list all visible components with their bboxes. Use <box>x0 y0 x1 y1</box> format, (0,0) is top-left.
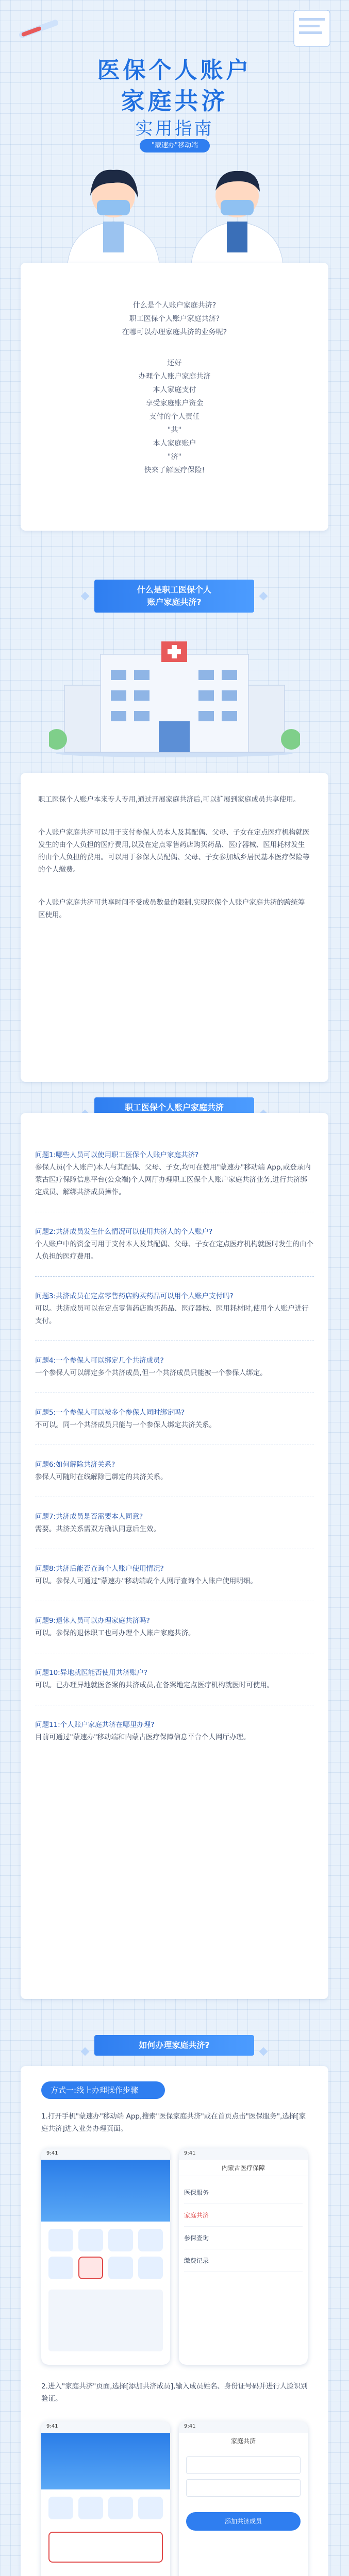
faq-answer: 参保人可随时在线解除已绑定的共济关系。 <box>35 1473 168 1481</box>
faq-item <box>35 1719 314 1743</box>
menu-tile[interactable] <box>78 2497 103 2519</box>
faq-answer: 可以。参保的退休职工也可办理个人账户家庭共济。 <box>35 1629 195 1637</box>
faq-item <box>35 1149 314 1198</box>
menu-tile[interactable] <box>138 2257 163 2279</box>
list-item[interactable]: 参保查询 <box>184 2227 303 2249</box>
section3-card <box>21 2066 328 2576</box>
menu-tile[interactable] <box>48 2497 73 2519</box>
section1-card <box>21 773 328 1082</box>
menu-grid <box>41 2489 170 2527</box>
input-id[interactable] <box>186 2479 301 2497</box>
section3-header <box>94 2035 254 2056</box>
section1-paragraph: 职工医保个人账户本来专人专用,通过开展家庭共济后,可以扩展到家庭成员共享使用。 <box>38 795 301 804</box>
faq-answer: 不可以。同一个共济成员只能与一个参保人绑定共济关系。 <box>35 1421 216 1429</box>
intro-line: 本人家庭支付 <box>153 386 196 394</box>
intro-line: 办理个人账户家庭共济 <box>138 372 211 381</box>
phone-add-member-screen <box>179 2421 308 2576</box>
section1-paragraph: 个人账户家庭共济可以用于支付参保人员本人及其配偶、父母、子女在定点医疗机构就医发生的由个人负担的医疗费用,以及在定点零售药店购买药品、医疗器械、医用耗材发生的由个人负担的费用。可以用于参保人员配偶、父母、子女参加城乡居民基本医疗保险等的个人缴费。 <box>38 828 310 874</box>
section1-title-line2: 账户家庭共济? <box>147 597 202 607</box>
status-bar: 9:41 <box>41 2148 170 2160</box>
step2-description: 2.进入"家庭共济"页面,选择[添加共济成员],输入成员姓名、身份证号码并进行人脸识别验证。 <box>41 2382 308 2403</box>
app-menu-grid <box>41 2222 170 2286</box>
add-member-button[interactable]: 添加共济成员 <box>186 2512 301 2531</box>
menu-tile[interactable] <box>138 2497 163 2519</box>
doctors-illustration <box>46 155 304 273</box>
intro-line: 快来了解医疗保险! <box>144 466 205 474</box>
section1-paragraph: 个人账户家庭共济可共享时间不受成员数量的限制,实现医保个人账户家庭共济的跨统筹区使用。 <box>38 899 305 919</box>
faq-answer: 个人账户中的资金可用于支付本人及其配偶、父母、子女在定点医疗机构就医时发生的由个人负担的医疗费用。 <box>35 1240 313 1261</box>
intro-line: 还好 <box>167 359 182 367</box>
step1-description: 1.打开手机"蒙速办"移动端 App,搜索"医保家庭共济"或在首页点击"医保服务",选择[家庭共济]进入业务办理页面。 <box>41 2112 306 2133</box>
phone-service-screen <box>179 2148 308 2365</box>
service-list <box>179 2176 308 2277</box>
clipboard-icon <box>289 5 335 52</box>
faq-answer: 可以。共济成员可以在定点零售药店购买药品、医疗器械、医用耗材时,使用个人账户进行支付。 <box>35 1304 309 1325</box>
faq-question: 问题7:共济成员是否需要本人同意? <box>35 1513 143 1521</box>
faq-answer: 目前可通过"蒙速办"移动端和内蒙古医疗保障信息平台个人网厅办理。 <box>35 1733 251 1741</box>
faq-item <box>35 1226 314 1263</box>
hospital-illustration <box>49 639 300 757</box>
menu-tile[interactable] <box>138 2229 163 2251</box>
faq-item <box>35 1511 314 1535</box>
hero-title-line1: 医保个人账户 <box>97 57 252 83</box>
thermometer-icon <box>15 10 62 46</box>
intro-question: 什么是个人账户家庭共济? <box>132 301 217 310</box>
section1-header <box>94 580 254 613</box>
intro-question: 职工医保个人账户家庭共济? <box>129 315 220 323</box>
menu-tile[interactable] <box>78 2257 103 2279</box>
faq-card <box>21 1113 328 1999</box>
faq-question: 问题9:退休人员可以办理家庭共济吗? <box>35 1617 150 1625</box>
phone-family-screen <box>41 2421 170 2576</box>
status-bar: 9:41 <box>41 2421 170 2433</box>
faq-question: 问题1:哪些人员可以使用职工医保个人账户家庭共济? <box>35 1151 199 1159</box>
faq-item <box>35 1667 314 1691</box>
form-title: 家庭共济 <box>179 2433 308 2449</box>
intro-card <box>21 263 328 531</box>
intro-line: 享受家庭账户资金 <box>145 399 204 408</box>
faq-answer: 可以。已办理异地就医备案的共济成员,在备案地定点医疗机构就医时可使用。 <box>35 1681 274 1689</box>
hero-title-line2: 家庭共济 <box>121 87 228 115</box>
menu-tile[interactable] <box>48 2257 73 2279</box>
hero-badge: "蒙速办"移动端 <box>140 139 210 152</box>
faq-question: 问题2:共济成员发生什么情况可以使用共济人的个人账户? <box>35 1228 213 1236</box>
list-item[interactable]: 家庭共济 <box>184 2204 303 2227</box>
menu-tile[interactable] <box>108 2257 133 2279</box>
faq-item <box>35 1406 314 1431</box>
step1-tag: 方式一:线上办理操作步骤 <box>41 2081 165 2099</box>
section2-title-line1: 职工医保个人账户家庭共济 <box>124 1103 224 1112</box>
menu-tile[interactable] <box>108 2497 133 2519</box>
faq-question: 问题10:异地就医能否使用共济账户? <box>35 1669 147 1677</box>
list-item[interactable]: 医保服务 <box>184 2181 303 2204</box>
input-name[interactable] <box>186 2456 301 2474</box>
faq-question: 问题8:共济后能否查询个人账户使用情况? <box>35 1565 164 1573</box>
app-banner <box>41 2160 170 2222</box>
intro-line: 支付的个人责任 <box>149 413 200 421</box>
highlight-tile[interactable] <box>48 2532 163 2563</box>
intro-line: "共" <box>168 426 181 434</box>
list-item[interactable]: 缴费记录 <box>184 2249 303 2272</box>
menu-tile[interactable] <box>48 2229 73 2251</box>
faq-answer: 需要。共济关系需双方确认同意后生效。 <box>35 1525 160 1533</box>
faq-item <box>35 1290 314 1327</box>
form-body <box>179 2449 308 2538</box>
app-banner <box>41 2433 170 2489</box>
status-bar: 9:41 <box>179 2421 308 2433</box>
faq-item <box>35 1615 314 1639</box>
intro-line: "济" <box>168 453 181 461</box>
section1-title-line1: 什么是职工医保个人 <box>137 585 211 595</box>
faq-list <box>35 1149 314 1743</box>
hero-subtitle: 实用指南 <box>135 118 214 139</box>
app-title: 内蒙古医疗保障 <box>179 2160 308 2176</box>
menu-tile[interactable] <box>78 2229 103 2251</box>
section3-title: 如何办理家庭共济? <box>139 2040 210 2050</box>
faq-question: 问题11:个人账户家庭共济在哪里办理? <box>35 1721 155 1729</box>
faq-question: 问题4:一个参保人可以绑定几个共济成员? <box>35 1357 164 1365</box>
faq-item <box>35 1354 314 1379</box>
hero-banner <box>0 0 349 268</box>
menu-tile[interactable] <box>108 2229 133 2251</box>
phone-home-screen <box>41 2148 170 2365</box>
faq-answer: 一个参保人可以绑定多个共济成员,但一个共济成员只能被一个参保人绑定。 <box>35 1369 267 1377</box>
intro-line: 本人家庭账户 <box>153 439 196 448</box>
faq-question: 问题3:共济成员在定点零售药店购买药品可以用个人账户支付吗? <box>35 1292 234 1300</box>
status-bar: 9:41 <box>179 2148 308 2160</box>
faq-divider <box>35 1276 314 1277</box>
faq-question: 问题6:如何解除共济关系? <box>35 1461 115 1469</box>
intro-question: 在哪可以办理家庭共济的业务呢? <box>122 328 227 336</box>
faq-item <box>35 1563 314 1587</box>
faq-answer: 参保人员(个人账户)本人与其配偶、父母、子女,均可在使用"蒙速办"移动端 App,或登录内蒙古医疗保障信息平台(公众端)个人网厅办理职工医保个人账户家庭共济业务,进行共济绑定成员、解绑共济成员操作。 <box>35 1163 311 1196</box>
list-placeholder <box>48 2290 163 2351</box>
faq-question: 问题5:一个参保人可以被多个参保人同时绑定吗? <box>35 1409 185 1417</box>
faq-item <box>35 1459 314 1483</box>
faq-answer: 可以。参保人可通过"蒙速办"移动端或个人网厅查询个人账户使用明细。 <box>35 1577 257 1585</box>
